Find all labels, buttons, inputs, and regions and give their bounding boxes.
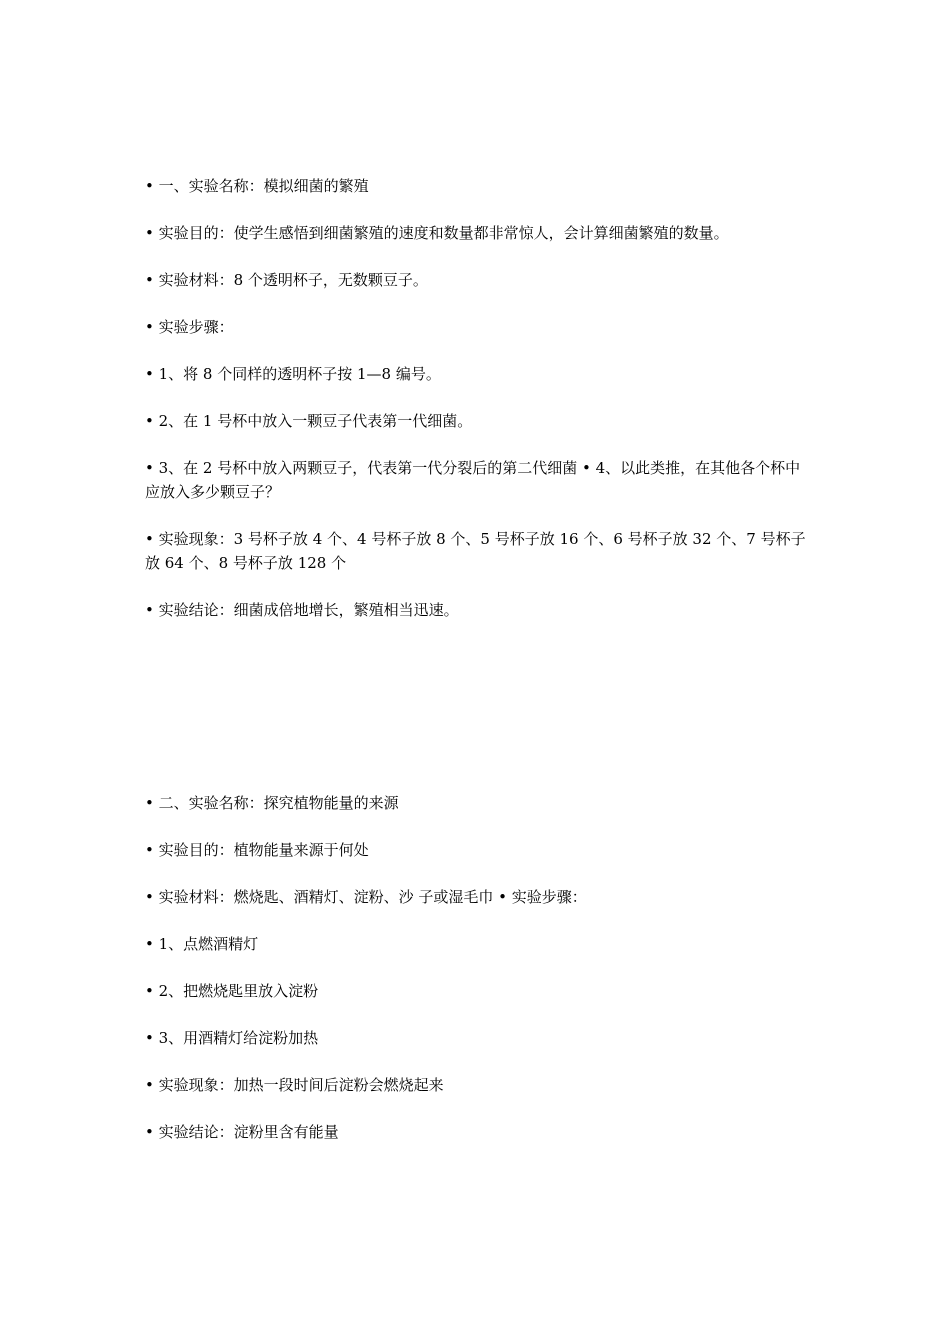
experiment-2-conclusion: • 实验结论：淀粉里含有能量 [145,1123,339,1141]
experiment-1-phenomenon: • 实验现象：3 号杯子放 4 个、4 号杯子放 8 个、5 号杯子放 16 个、6 号杯子放 32 个、7 号杯子放 64 个、8 号杯子放 128 个 [145,530,806,572]
experiment-section-2 [145,791,810,1167]
experiment-2-phenomenon: • 实验现象：加热一段时间后淀粉会燃烧起来 [145,1076,444,1094]
experiment-1-conclusion: • 实验结论：细菌成倍地增长，繁殖相当迅速。 [145,601,459,619]
experiment-1-purpose: • 实验目的：使学生感悟到细菌繁殖的速度和数量都非常惊人，会计算细菌繁殖的数量。 [145,224,729,242]
experiment-1-title: • 一、实验名称：模拟细菌的繁殖 [145,177,369,195]
experiment-2-step-3: • 3、用酒精灯给淀粉加热 [145,1029,319,1047]
experiment-1-materials: • 实验材料：8 个透明杯子，无数颗豆子。 [145,271,428,289]
experiment-1-steps-heading: • 实验步骤： [145,318,234,336]
experiment-2-step-1: • 1、点燃酒精灯 [145,935,259,953]
experiment-1-step-1: • 1、将 8 个同样的透明杯子按 1—8 编号。 [145,365,441,383]
experiment-2-materials: • 实验材料：燃烧匙、酒精灯、淀粉、沙 子或湿毛巾 • 实验步骤： [145,888,587,906]
experiment-2-title: • 二、实验名称：探究植物能量的来源 [145,794,399,812]
experiment-1-step-2: • 2、在 1 号杯中放入一颗豆子代表第一代细菌。 [145,412,473,430]
experiment-section-1 [145,174,810,645]
experiment-2-step-2: • 2、把燃烧匙里放入淀粉 [145,982,319,1000]
experiment-2-purpose: • 实验目的：植物能量来源于何处 [145,841,369,859]
experiment-1-step-3-4: • 3、在 2 号杯中放入两颗豆子，代表第一代分裂后的第二代细菌 • 4、以此类推，在其他各个杯中应放入多少颗豆子？ [145,459,801,501]
